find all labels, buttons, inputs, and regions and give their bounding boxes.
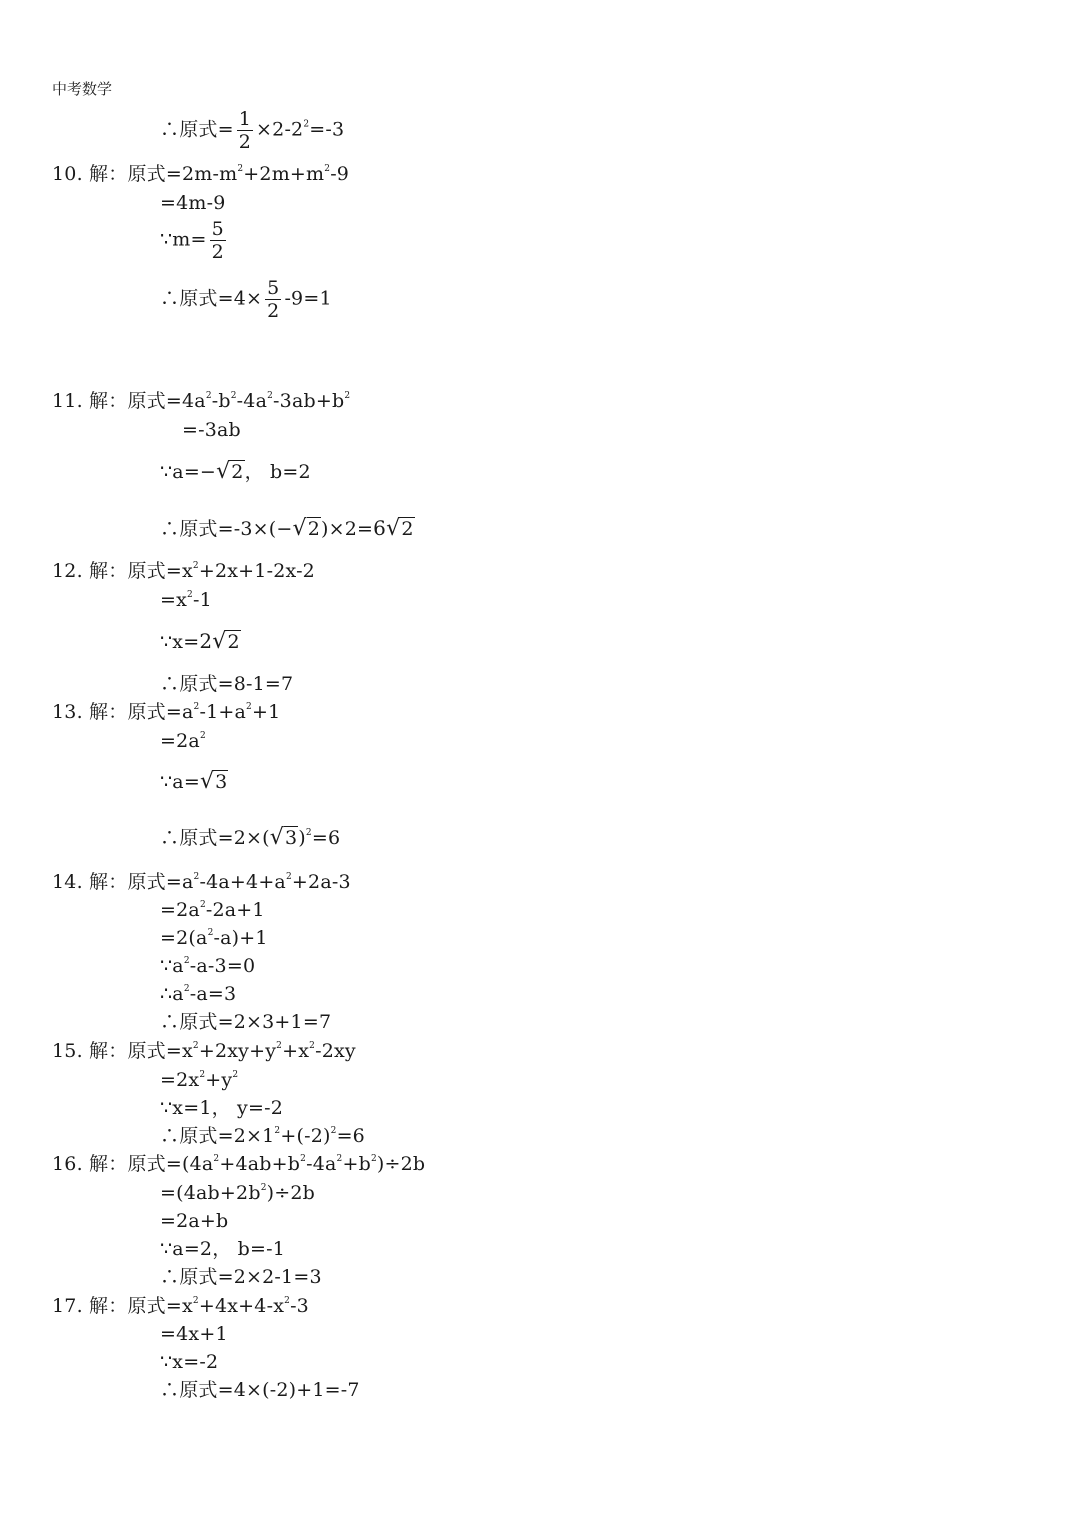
solution-line [160, 729, 206, 753]
solution-line [160, 954, 255, 978]
denominator: 2 [238, 131, 252, 153]
solution-line: ∴原式=2×2-1=3 [160, 1266, 322, 1288]
coefficient: 2 [199, 629, 213, 653]
solution-line [160, 588, 212, 612]
superscript: 2 [344, 391, 351, 401]
superscript: 2 [246, 702, 252, 712]
solution-line: ∴原式=4×(-2)+1=-7 [160, 1379, 360, 1401]
superscript: 2 [183, 956, 190, 966]
square-root: √3 [199, 769, 228, 794]
text: +4x+4-x [198, 1295, 285, 1317]
text: =2(a [160, 927, 208, 949]
text: 原式=4a [127, 390, 206, 412]
text: =(4ab+2b [160, 1182, 261, 1204]
text: =2a [160, 899, 200, 921]
solution-line [52, 389, 350, 413]
solution-line [160, 1124, 365, 1148]
problem-number: 16. 解： [52, 1153, 128, 1175]
text: )×2= [321, 518, 374, 540]
solution-line [52, 1039, 356, 1063]
text: ×2-2 [256, 118, 304, 141]
solution-line [160, 770, 228, 794]
superscript: 2 [305, 828, 312, 838]
text: +4ab+b [219, 1153, 301, 1175]
text: +2xy+y [198, 1040, 277, 1062]
text: +2m+m [243, 163, 325, 185]
text: +b [342, 1153, 371, 1175]
solution-line: =-3ab [182, 419, 241, 441]
problem-number: 15. 解： [52, 1040, 128, 1062]
text: ∵m= [160, 228, 207, 251]
text: 原式=a [127, 701, 194, 723]
text: -9=1 [284, 287, 332, 310]
superscript: 2 [237, 164, 244, 174]
solution-line [160, 1068, 238, 1092]
radicand: 2 [307, 518, 320, 540]
fraction [265, 277, 281, 322]
text: ， b=2 [244, 461, 311, 483]
text: ∴原式=2×1 [160, 1125, 275, 1147]
solution-line: ∵x=-2 [160, 1351, 219, 1373]
superscript: 2 [205, 391, 212, 401]
superscript: 2 [207, 928, 214, 938]
problem-number: 14. 解： [52, 871, 128, 893]
superscript: 2 [276, 1041, 283, 1051]
superscript: 2 [303, 119, 310, 130]
text: ∵x= [160, 631, 200, 653]
problem-number: 17. 解： [52, 1295, 128, 1317]
problem-number: 10. 解： [52, 163, 128, 185]
solution-line [52, 1152, 425, 1176]
problem-number: 13. 解： [52, 701, 128, 723]
text: ∵a [160, 955, 184, 977]
text: -1+a [199, 701, 247, 723]
text: +2x+1-2x-2 [198, 560, 315, 582]
solution-line: ∵a=2， b=-1 [160, 1238, 286, 1260]
solution-line: ∴原式=2×3+1=7 [160, 1011, 332, 1033]
text: 原式=2m-m [127, 163, 238, 185]
solution-line [160, 277, 332, 322]
solution-line [52, 162, 349, 186]
text: -1 [192, 589, 212, 611]
solution-line: =2a+b [160, 1210, 229, 1232]
text: 原式=x [127, 1040, 193, 1062]
square-root: √2 [212, 629, 240, 654]
solution-line [52, 559, 315, 583]
text: =6 [311, 827, 341, 849]
solution-line: =4x+1 [160, 1323, 228, 1345]
superscript: 2 [192, 1041, 199, 1051]
superscript: 2 [232, 1070, 239, 1080]
text: ∴原式=-3×(− [160, 518, 293, 540]
superscript: 2 [330, 1126, 337, 1136]
numerator: 5 [267, 277, 280, 299]
solution-line [160, 982, 236, 1006]
text: -2xy [315, 1040, 356, 1062]
solution-line [160, 218, 229, 263]
solution-line [160, 826, 340, 850]
text: ∴原式=4× [160, 287, 263, 310]
text: ) [298, 827, 306, 849]
text: -4a [306, 1153, 337, 1175]
text: +(-2) [280, 1125, 331, 1147]
problem-number: 12. 解： [52, 560, 128, 582]
text: -3 [290, 1295, 309, 1317]
superscript: 2 [285, 872, 292, 882]
text: 原式=a [127, 871, 194, 893]
superscript: 2 [324, 164, 331, 174]
text: ∴原式=2×( [160, 827, 270, 849]
square-root: √2 [216, 459, 244, 484]
superscript: 2 [300, 1154, 307, 1164]
solution-line: =4m-9 [160, 192, 226, 214]
text: 原式=x [127, 560, 193, 582]
text: 原式=x [127, 1295, 193, 1317]
fraction [237, 108, 253, 153]
denominator: 2 [211, 241, 224, 263]
text: -b [211, 390, 231, 412]
radicand: 3 [215, 771, 228, 793]
text: ∴a [160, 983, 184, 1005]
text: =x [160, 589, 188, 611]
text: ∵a= [160, 771, 200, 793]
text: =2x [160, 1069, 200, 1091]
solution-line: ∵x=1， y=-2 [160, 1097, 284, 1119]
superscript: 2 [284, 1296, 291, 1306]
superscript: 2 [213, 1154, 220, 1164]
text: +1 [251, 701, 281, 723]
fraction [210, 218, 226, 263]
radicand: 3 [284, 827, 298, 849]
solution-line [52, 1294, 309, 1318]
superscript: 2 [187, 590, 193, 600]
numerator: 1 [238, 108, 252, 130]
text: ∴原式= [160, 118, 234, 141]
radicand: 2 [231, 461, 244, 483]
page-header: 中考数学 [52, 80, 113, 98]
text: -3ab+b [273, 390, 345, 412]
superscript: 2 [193, 872, 200, 882]
text: -a-3=0 [189, 955, 256, 977]
text: =-3 [309, 118, 345, 141]
text: =6 [336, 1125, 365, 1147]
text: =2a [160, 730, 200, 752]
superscript: 2 [336, 1154, 343, 1164]
superscript: 2 [199, 900, 206, 910]
numerator: 5 [211, 218, 224, 240]
superscript: 2 [230, 391, 237, 401]
text: -a)+1 [213, 927, 268, 949]
text: -4a [236, 390, 268, 412]
superscript: 2 [199, 1070, 206, 1080]
coefficient: 6 [373, 516, 387, 540]
solution-line [52, 700, 280, 724]
superscript: 2 [260, 1183, 267, 1193]
denominator: 2 [267, 300, 280, 322]
solution-line [160, 898, 265, 922]
solution-line [160, 629, 241, 654]
text: -2a+1 [205, 899, 265, 921]
superscript: 2 [370, 1154, 377, 1164]
text: ∵a=− [160, 461, 217, 483]
radicand: 2 [401, 518, 414, 540]
text: 原式=(4a [127, 1153, 214, 1175]
superscript: 2 [267, 391, 274, 401]
problem-number: 11. 解： [52, 390, 128, 412]
solution-line [160, 460, 311, 484]
text: -a=3 [189, 983, 237, 1005]
superscript: 2 [309, 1041, 316, 1051]
text: -9 [330, 163, 350, 185]
square-root: √2 [292, 516, 320, 541]
solution-line: ∴原式=8-1=7 [160, 673, 294, 695]
square-root: √2 [386, 516, 414, 541]
superscript: 2 [192, 1296, 199, 1306]
text: +y [205, 1069, 233, 1091]
square-root: √3 [269, 825, 298, 850]
text: )÷2b [266, 1182, 316, 1204]
solution-line [160, 926, 268, 950]
text: )÷2b [376, 1153, 426, 1175]
text: +x [282, 1040, 310, 1062]
superscript: 2 [193, 702, 200, 712]
solution-line [160, 1181, 315, 1205]
text: +2a-3 [291, 871, 351, 893]
solution-line [52, 870, 351, 894]
superscript: 2 [192, 561, 199, 571]
solution-line [160, 516, 415, 541]
superscript: 2 [199, 731, 206, 741]
solution-line [160, 108, 344, 153]
superscript: 2 [274, 1126, 281, 1136]
text: -4a+4+a [199, 871, 286, 893]
superscript: 2 [183, 984, 190, 994]
radicand: 2 [227, 631, 240, 653]
